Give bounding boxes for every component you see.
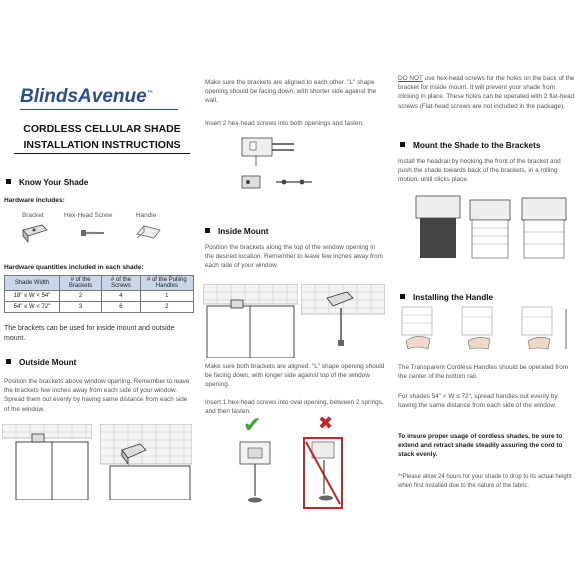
outside-heading-text: Outside Mount <box>19 358 77 367</box>
hardware-includes-label: Hardware includes: <box>4 197 65 204</box>
table-cell: 2 <box>60 291 102 302</box>
know-your-shade-heading <box>6 178 88 187</box>
title-line-2: INSTALLATION INSTRUCTIONS <box>23 139 181 151</box>
bracket-screws-image-1 <box>236 134 298 168</box>
mount-shade-text: Install the headrail by hooking the front of the bracket and push the shade towards back of the brackets, in a rolling motion, until clicks place. <box>398 158 561 184</box>
table-cell: 2 <box>140 302 193 313</box>
screw-image <box>80 228 106 238</box>
logo-underline <box>20 109 178 110</box>
mount-shade-heading <box>400 141 540 150</box>
table-header: Shade Width <box>5 276 60 291</box>
outside-mount-text: Position the brackets above window opening. Remember to leave the brackets few inches away from each side of your window. Spread them out evenly by having same distance from each side of the window. <box>4 378 190 413</box>
handle-heading-text: Installing the Handle <box>413 293 494 302</box>
handle-text-2: For shades 54" < W ≤ 72", spread handles out evenly by having the same distance from each side of the window. <box>398 393 558 410</box>
handle-footnote: **Please allow 24 hours for your shade to drop to its actual height when first installed due to the nature of the fabric. <box>398 474 572 490</box>
bracket-image <box>20 222 50 244</box>
inside-mount-image-1 <box>203 284 298 358</box>
know-heading-text: Know Your Shade <box>19 178 89 187</box>
col2-text-1: Make sure the brackets are aligned to each other. "L" shape opening should be facing down, with shorter side against the wall. <box>205 79 377 105</box>
incorrect-install-image <box>302 436 344 510</box>
handle-bold-note: To insure proper usage of cordless shades, be sure to extend and retract shade steadily assuring the cord to stack evenly. <box>398 433 563 459</box>
hardware-item-bracket: Bracket <box>22 212 44 219</box>
table-cell: 54" ≤ W < 72" <box>5 302 60 313</box>
inside-heading-text: Inside Mount <box>218 227 269 236</box>
table-header: # of the Brackets <box>60 276 102 291</box>
table-header-row <box>5 276 194 291</box>
correct-install-image <box>236 438 276 508</box>
bullet-icon <box>205 228 210 233</box>
correct-check-icon: ✔ <box>243 412 262 437</box>
do-not-label: DO NOT <box>398 75 423 82</box>
inside-mount-image-2 <box>301 284 385 358</box>
hardware-quantity-table <box>4 275 194 313</box>
handle-text-1: The Transparent Cordless Handles should be operated from the center of the bottom rail. <box>398 364 569 381</box>
hardware-item-handle: Handle <box>136 212 157 219</box>
installing-handle-image <box>398 305 576 357</box>
mount-shade-image <box>412 192 572 262</box>
table-header: # of the Screws <box>102 276 140 291</box>
table-row <box>5 302 194 313</box>
outside-mount-image-1 <box>2 424 92 500</box>
bullet-icon <box>6 179 11 184</box>
table-cell: 18" ≤ W < 54" <box>5 291 60 302</box>
col2-text-4: Insert 1 hex-head screws into oval opening, between 2 springs, and then fasten. <box>205 399 384 416</box>
table-cell: 3 <box>60 302 102 313</box>
col2-text-2: Insert 2 hex-head screws into both openings and fasten. <box>205 120 364 127</box>
bullet-icon <box>6 359 11 364</box>
bullet-icon <box>400 294 405 299</box>
installing-handle-heading <box>400 293 493 302</box>
trademark: ™ <box>146 90 153 97</box>
outside-mount-heading <box>6 358 76 367</box>
brand-logo <box>20 86 153 108</box>
table-row <box>5 291 194 302</box>
table-cell: 1 <box>140 291 193 302</box>
outside-mount-image-2 <box>100 424 192 500</box>
table-header: # of the Pulling Handles <box>140 276 193 291</box>
title-underline <box>14 153 190 154</box>
table-cell: 6 <box>102 302 140 313</box>
mount-heading-text: Mount the Shade to the Brackets <box>413 141 541 150</box>
handle-image <box>134 222 164 242</box>
hardware-item-screw: Hex-Head Screw <box>64 212 113 219</box>
quantities-heading: Hardware quantities included in each shade: <box>4 264 144 271</box>
title-line-1: CORDLESS CELLULAR SHADE <box>23 123 181 135</box>
col3-warning-body: use hex-head screws for the holes on the back of the bracket for inside mount. It will prevent your shade from clicking in place. These holes can be operated with 2 flat-head screws (Flat-head screws are not included in the package). <box>398 75 575 110</box>
bracket-screws-image-2 <box>236 172 316 192</box>
inside-mount-text: Position the brackets along the top of the window opening in the desired location. Remember to leave few inches away from each side of your window. <box>205 244 383 270</box>
brackets-note: The brackets can be used for inside mount and outside mount. <box>4 325 175 342</box>
col2-text-3: Make sure both brackets are aligned. "L" shape opening should be facing down, with longer side against top of the window opening. <box>205 363 385 389</box>
incorrect-x-icon: ✖ <box>318 413 334 433</box>
table-cell: 4 <box>102 291 140 302</box>
brand-logo-text: BlindsAvenue <box>20 86 147 107</box>
col3-warning-text <box>398 74 576 111</box>
inside-mount-heading <box>205 227 268 236</box>
bullet-icon <box>400 142 405 147</box>
